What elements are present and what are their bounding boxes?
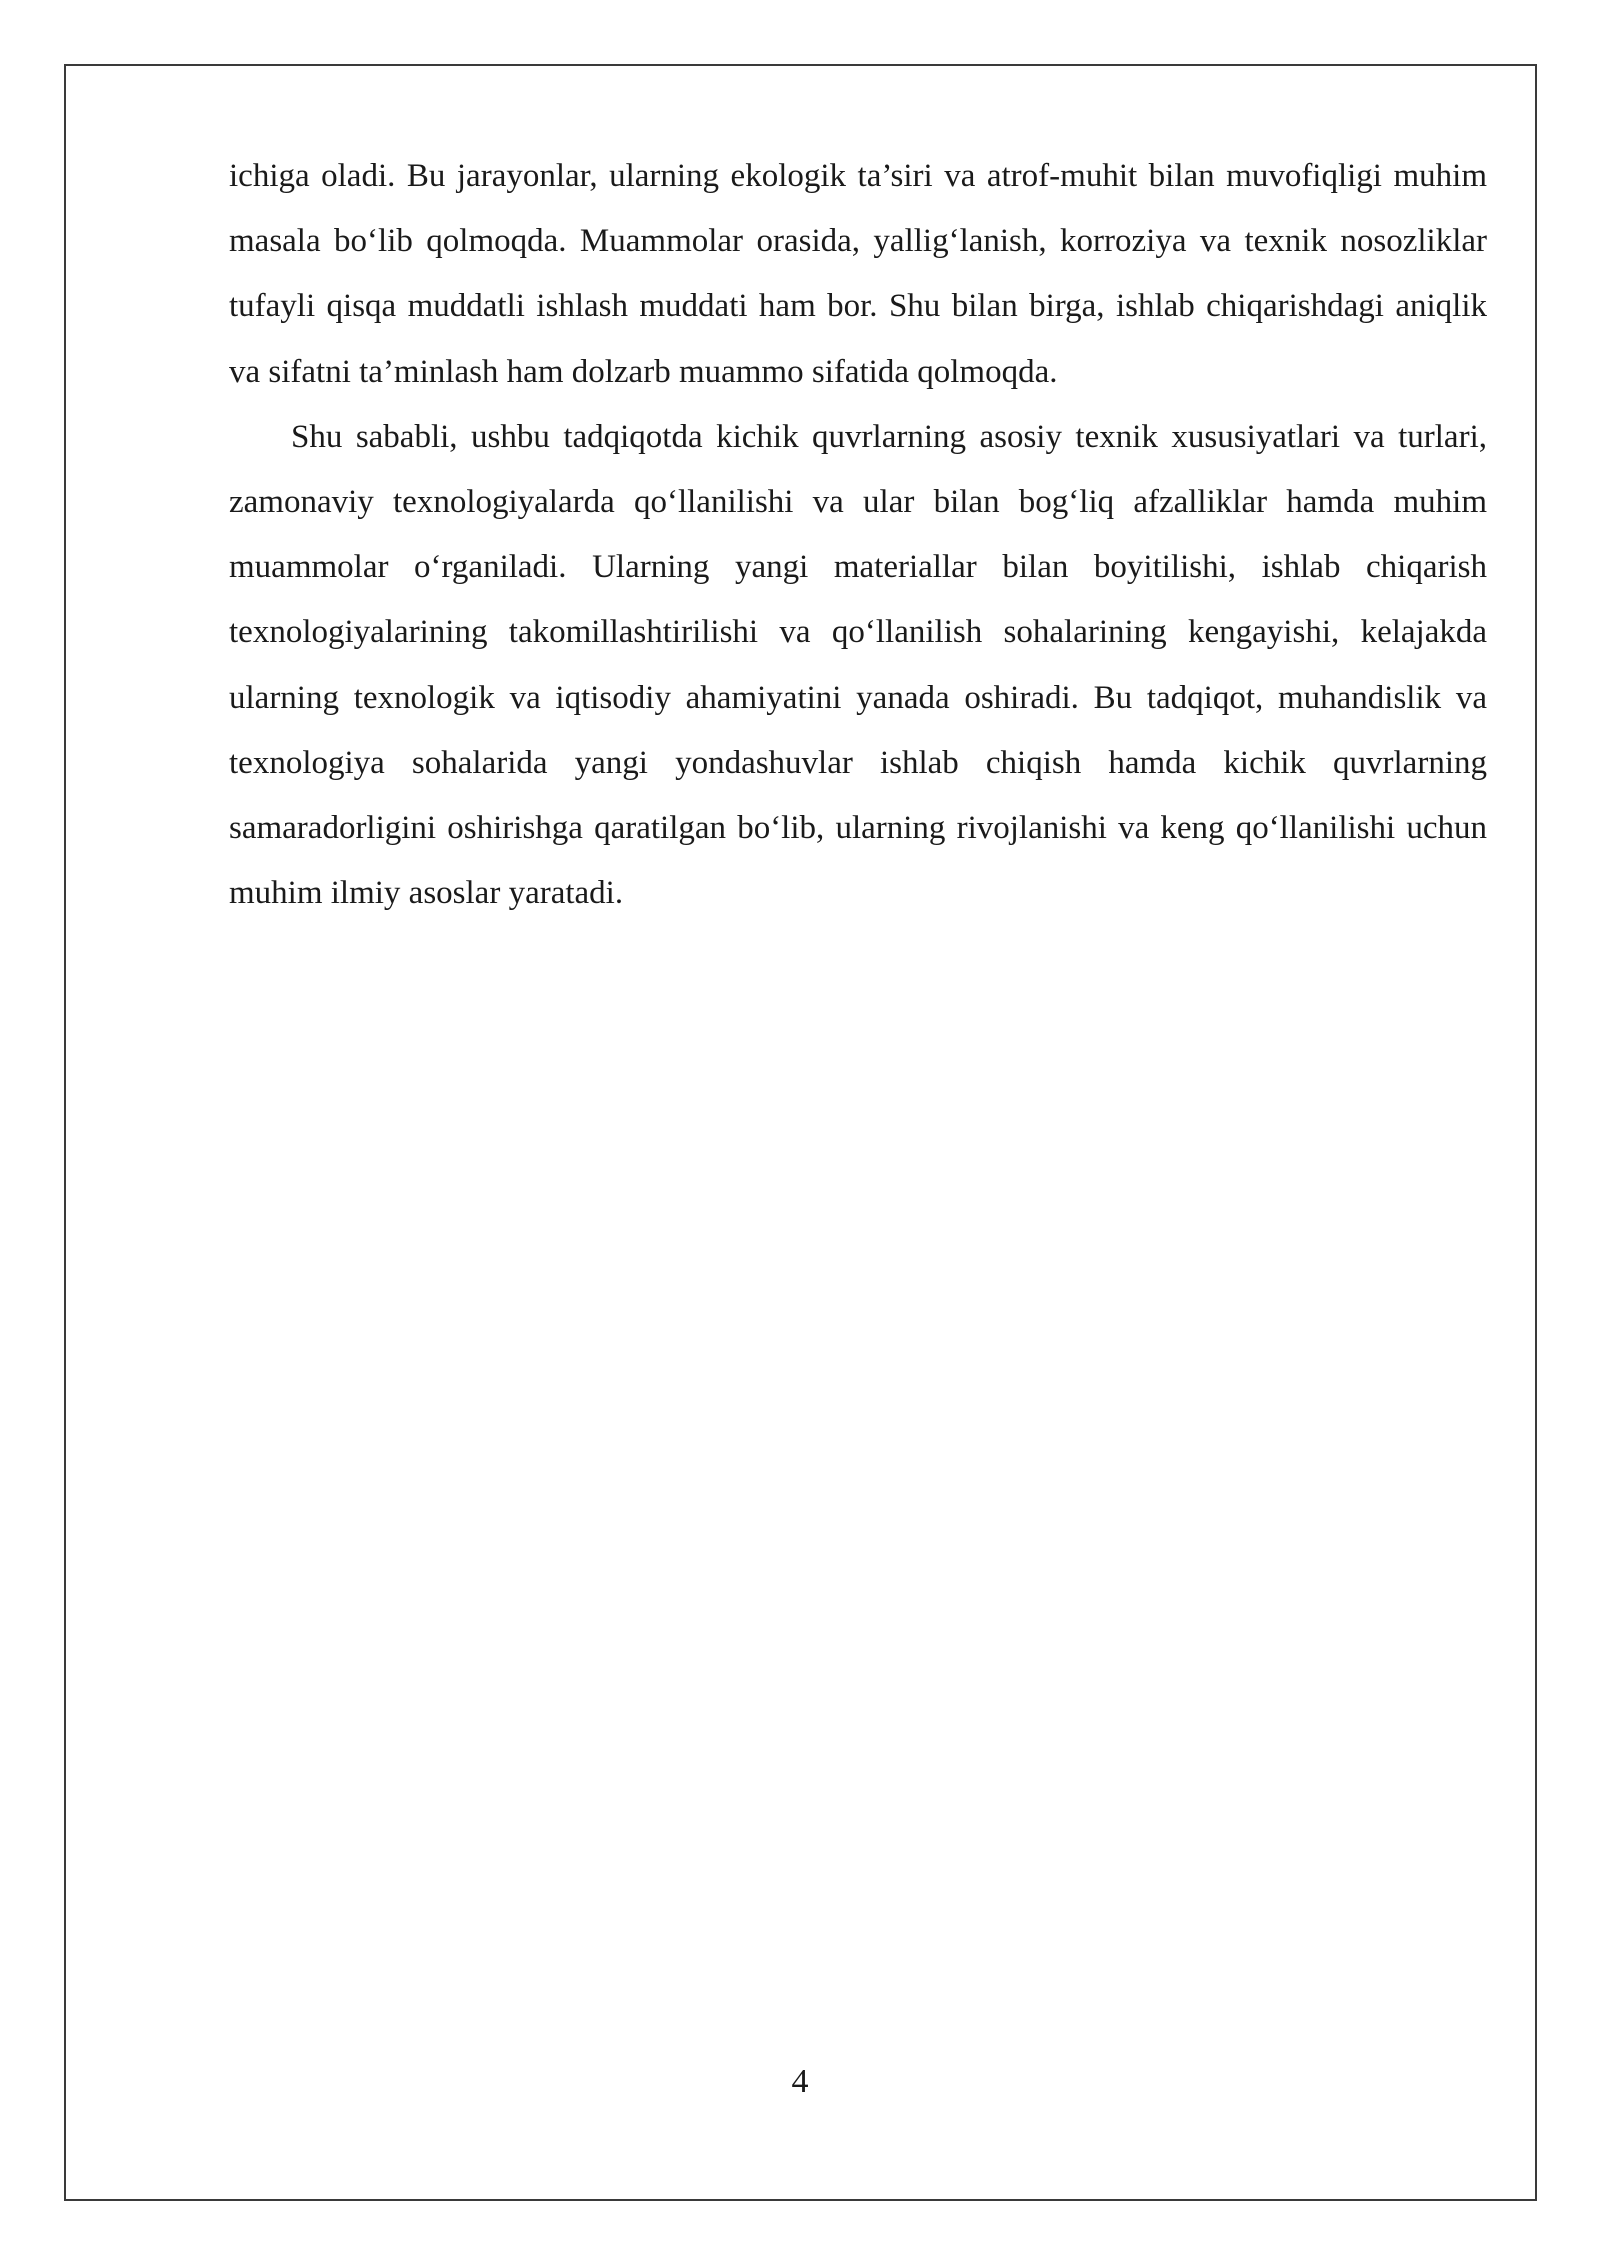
body-text [229,144,1487,926]
paragraph: ichiga oladi. Bu jarayonlar, ularning ekologik ta’siri va atrof-muhit bilan muvofiqligi muhim masala bo‘lib qolmoqda. Muammolar orasida, yallig‘lanish, korroziya va texnik nosozliklar tufayli qisqa muddatli ishlash muddati ham bor. Shu bilan birga, ishlab chiqarishdagi aniqlik va sifatni ta’minlash ham dolzarb muammo sifatida qolmoqda. [229,158,1487,390]
page-number: 4 [791,2063,809,2100]
paragraph: Shu sababli, ushbu tadqiqotda kichik quvrlarning asosiy texnik xususiyatlari va turlari, zamonaviy texnologiyalarda qo‘llanilishi va ular bilan bog‘liq afzalliklar hamda muhim muammolar o‘rganiladi. Ularning yangi materiallar bilan boyitilishi, ishlab chiqarish texnologiyalarining takomillashtirilishi va qo‘llanilish sohalarining kengayishi, kelajakda ularning texnologik va iqtisodiy ahamiyatini yanada oshiradi. Bu tadqiqot, muhandislik va texnologiya sohalarida yangi yondashuvlar ishlab chiqish hamda kichik quvrlarning samaradorligini oshirishga qaratilgan bo‘lib, ularning rivojlanishi va keng qo‘llanilishi uchun muhim ilmiy asoslar yaratadi. [229,418,1487,912]
